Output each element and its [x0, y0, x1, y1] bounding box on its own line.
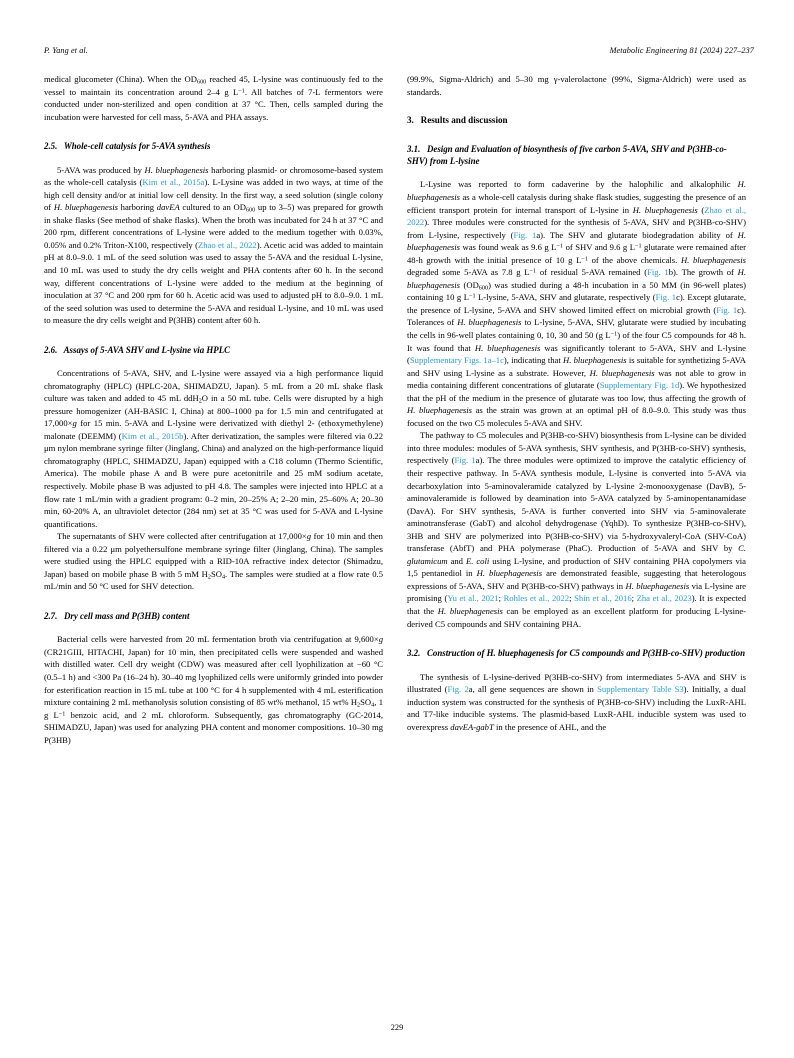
species-name: H. bluephagenesis	[407, 229, 746, 253]
text-run: using L-lysine, and production of SHV containing PHA copolymers via 1,5 pentanediol in	[407, 555, 746, 579]
text-run: SO	[360, 697, 372, 708]
text-run: degraded some 5-AVA as 7.8 g L	[407, 267, 530, 278]
paragraph-3-1-2	[407, 429, 746, 630]
subscript: 4	[371, 701, 375, 709]
heading-title: Whole-cell catalysis for 5-AVA synthesis	[63, 141, 211, 152]
superscript: −1	[581, 255, 588, 263]
figure-link[interactable]: Fig. 1	[716, 304, 738, 315]
text-run: ). Three modules were constructed for the synthesis of 5-AVA, SHV and P(3HB-co-SHV) from L-lysine, respectively (	[407, 217, 746, 240]
text-run: via L-lysine are promising (	[407, 580, 746, 604]
page-number: 229	[390, 1023, 404, 1032]
supplementary-link[interactable]: Supplementary Table S3	[597, 684, 684, 695]
text-run: medical glucometer (China). When the OD	[44, 74, 197, 84]
text-run: harboring	[117, 202, 157, 213]
text-run: was not able to grow in media containing different concentrations of glutarate (	[407, 367, 746, 391]
left-column	[44, 73, 383, 746]
italic-run: g	[306, 531, 312, 542]
species-name: H. bluephagenesis	[144, 164, 209, 175]
species-name: H. bluephagenesis	[680, 254, 746, 265]
running-head	[44, 46, 754, 57]
species-name: H. bluephagenesis	[457, 317, 522, 328]
text-run: cultured to an OD	[179, 202, 246, 213]
heading-title: Design and Evaluation of biosynthesis of five carbon 5-AVA, SHV and P(3HB-co-SHV) from L-lysine	[407, 143, 727, 166]
superscript: −1	[238, 86, 245, 94]
text-run: for 10 min and then filtered via a 0.22 μm polyethersulfone membrane syringe filter (Jinglang, China). The samples were studied using the HPLC equipped with a RID-10A refractive index detector (Shimadzu, Japan) based on mobile phase B with 5 mM H	[44, 531, 383, 579]
subscript: 600	[478, 284, 489, 292]
paragraph-2-5-1	[44, 164, 383, 327]
text-run: (	[697, 204, 705, 215]
species-name: C. glutamicum	[407, 543, 746, 566]
text-run: of SHV and 9.6 g L	[563, 242, 635, 253]
text-run: ), indicating that	[503, 355, 563, 366]
paragraph-2-7-1	[44, 633, 383, 746]
text-run: a, all gene sequences are shown in	[468, 684, 598, 695]
text-run: ;	[569, 593, 575, 604]
heading-title: Dry cell mass and P(3HB) content	[63, 610, 190, 621]
paragraph-3-1-1	[407, 178, 746, 429]
text-run: can be employed as an excellent platform for producing L-lysine-derived C5 compounds and SHV containing PHA.	[407, 606, 747, 629]
superscript: −1	[610, 330, 618, 338]
heading-title: Construction of H. bluephagenesis for C5 compounds and P(3HB-co-SHV) production	[426, 648, 746, 659]
subscript: 2	[357, 701, 361, 709]
italic-run: g	[378, 634, 383, 645]
figure-link[interactable]: Fig. 1	[655, 292, 677, 303]
text-run: in the presence of AHL, and the	[493, 721, 607, 732]
citation-link[interactable]: Zhao et al., 2022	[407, 204, 746, 228]
text-run: ). Acetic acid was added to maintain pH at 8.0–9.0. 1 mL of the seed solution was used to assay the 5-AVA and the residual L-lysine, and 10 mL was used to study the dry cells weight and PHA contents after 60 h. In the second way, different concentrations of L-lysine were added to the medium at the beginning of inoculation at 37 °C and 200 rpm for 60 h. Acetic acid was used to adjusted pH to 8.0–9.0. 1 mL of the seed solution was used to determine the 5-AVA and residual L-lysine, and 10 mL was used to measure the dry cells weight and P(3HB) content after 60 h.	[44, 239, 383, 326]
subscript: 4	[221, 573, 226, 581]
text-run: as the strain was grown at an optimal pH of 8.0–9.0. This study was thus focused on the two C5 molecules 5-AVA and SHV.	[407, 405, 746, 428]
text-run: The pathway to C5 molecules and P(3HB-co-SHV) biosynthesis from L-lysine can be divided into three modules: modules of 5-AVA synthesis, SHV synthesis, and P(3HB-co-SHV) synthesis, respectively (	[407, 430, 746, 466]
text-run: ;	[631, 593, 637, 604]
figure-link[interactable]: Fig. 2	[447, 684, 469, 695]
text-run: . All batches of 7-L fermentors were conducted under non-sterilized and open condition at 37 °C. Then, cells sampled during the incubation were harvested for cell mass, 5-AVA and PHA assays.	[44, 86, 383, 122]
text-run: harboring plasmid- or chromosome-based system as the whole-cell catalysis (	[44, 164, 384, 188]
text-run: ). It is expected that the	[407, 593, 747, 616]
text-run: of residual 5-AVA remained (	[536, 267, 648, 278]
text-run: was significantly tolerant to 5-AVA, SHV and L-lysine (	[407, 342, 746, 366]
text-run: Bacterial cells were harvested from 20 mL fermentation broth via centrifugation at 9,600×	[57, 634, 379, 645]
subscript: 600	[245, 206, 256, 214]
species-name: H. bluephagenesis	[407, 179, 746, 202]
subscript: 2	[207, 573, 211, 581]
text-run: is suitable for synthetizing 5-AVA and SHV using L-lysine as a substrate. However,	[407, 355, 746, 378]
text-run: , 1 g L	[44, 697, 383, 720]
paragraph-2-6-1	[44, 367, 383, 530]
heading-3-2	[407, 647, 746, 659]
text-run: c). Except glutarate, the presence of L-lysine, 5-AVA and SHV showed limited effect on microbial growth (	[407, 292, 746, 315]
text-run: ;	[498, 593, 504, 604]
running-head-authors: P. Yang et al.	[44, 46, 88, 55]
left-continued-paragraph	[44, 73, 383, 123]
citation-link[interactable]: Zhao et al., 2022	[197, 239, 257, 250]
figure-link[interactable]: Fig. 1	[647, 267, 669, 278]
species-name: H. bluephagenesis	[632, 204, 698, 215]
superscript: −1	[634, 242, 642, 250]
heading-number: 2.5.	[44, 141, 58, 152]
heading-title: Results and discussion	[420, 115, 508, 126]
superscript: −1	[529, 267, 537, 275]
heading-number: 2.7.	[44, 610, 58, 621]
heading-title: Assays of 5-AVA SHV and L-lysine via HPLC	[63, 344, 231, 355]
species-name: E. coli	[465, 555, 490, 566]
supplementary-link[interactable]: Supplementary Fig. 1d	[599, 380, 680, 391]
text-run: (CR21GIII, HITACHI, Japan) for 10 min, then precipitated cells were suspended and washed with distilled water. Cell dry weight (CDW) was measured after cell lyophilization at −60 °C (0.5–1 h) and <300 Pa (16–24 h). 30–40 mg lyophilized cells were uniformly grinded into powder for esterification reaction in 15 mL tube at 100 °C for 4 h supplemented with 4 mL esterification mixture containing 2 mL methanolysis solution consisting of 85 wt% methanol, 15 wt% H	[44, 646, 383, 708]
heading-number: 3.	[407, 115, 414, 126]
text-run: as a whole-cell catalysis during shake flask studies, suggesting the presence of an efficient transport protein for internal transport of L-lysine in	[407, 191, 746, 215]
paragraph-3-2-1	[407, 671, 746, 734]
text-run: ). Initially, a dual induction system was constructed for the synthesis of P(3HB-co-SHV) including the LuxR-AHL and T7-like inducible systems. The plasmid-based LuxR-AHL inducible system was used to overexpress	[407, 684, 746, 732]
text-run: of the above chemicals.	[587, 254, 681, 265]
superscript: −1	[556, 242, 564, 250]
subscript: 600	[196, 78, 207, 86]
species-name: H. bluephagenesis	[625, 580, 690, 591]
figure-link[interactable]: Fig. 1	[454, 455, 476, 466]
text-run: The synthesis of L-lysine-derived P(3HB-co-SHV) from intermediates 5-AVA and SHV is illustrated (	[407, 671, 746, 695]
text-run: to L-lysine, 5-AVA, SHV, glutarate were studied by incubating the cells in 96-well plates containing 0, 10, 30 and 50 (g L	[407, 317, 747, 340]
heading-3-1	[407, 143, 746, 168]
citation-link[interactable]: Rohles et al., 2022	[503, 593, 570, 604]
supplementary-link[interactable]: Supplementary Figs. 1a–1c	[409, 355, 504, 366]
text-run: ) of the four C5 compounds for 48 h. It was found that	[407, 329, 746, 353]
right-column	[407, 73, 746, 733]
heading-2-5	[44, 140, 383, 152]
species-name: H. bluephagenesis	[407, 267, 746, 290]
species-name: H. bluephagenesis	[437, 606, 503, 616]
heading-2-6	[44, 344, 383, 356]
text-run: ) was studied during a 48-h incubation in a 50 MM (in 96-well plates) containing 10 g L	[407, 279, 746, 303]
citation-link[interactable]: Zha et al., 2023	[636, 593, 692, 604]
text-run: L-lysine, 5-AVA, SHV and glutarate, respectively (	[475, 292, 656, 303]
running-head-journal: Metabolic Engineering 81 (2024) 227–237	[609, 46, 754, 55]
gene-name: davEA-gabT	[450, 721, 494, 732]
species-name: H. bluephagenesis	[53, 202, 118, 213]
text-run: was found weak as 9.6 g L	[460, 242, 557, 253]
text-run: . The samples were studied at a flow rate 0.5 mL/min and 50 °C used for SHV detection.	[44, 568, 383, 592]
species-name: H. bluephagenesis	[589, 367, 655, 378]
text-run: 5-AVA was produced by	[57, 164, 145, 175]
heading-3	[407, 114, 746, 127]
superscript: −1	[468, 292, 476, 300]
citation-link[interactable]: Kim et al., 2015b	[121, 430, 184, 441]
superscript: −1	[58, 710, 66, 718]
text-run: b). The growth of	[668, 267, 738, 278]
text-run: (OD	[460, 279, 479, 290]
paragraph-2-6-2	[44, 530, 383, 593]
text-run: up to 3–5) was prepared for growth in shake flasks (See method of shake flasks). When the broth was incubated for 24 h at 37 °C and 200 rpm, different concentrations of L-lysine were added to the medium together with 0.03%, 0.05% and 0.2% Triton-X100, respectively (	[44, 202, 383, 250]
text-run: ). After derivatization, the samples were filtered via 0.22 μm nylon membrane syringe filter (Jinglang, China) and analyzed on the high-performance liquid chromatography (HPLC, SHIMADZU, Japan) equipped with a C18 column (Thermo Scientific, America). The mobile phase A and B were pure acetonitrile and 25 mM sodium acetate, respectively. Mobile phase B was adjusted to pH 4.8. The samples were injected into HPLC at a flow rate 1 mL/min with a gradient program: 0–2 min, 20–25% A; 2–20 min, 25–60% A; 20–30 min, 60-20% A, an ultraviolet detector (284 nm) set at 35 °C was used for 5-AVA and L-lysine quantifications.	[44, 430, 383, 529]
gene-name: davEA	[156, 202, 180, 213]
right-continued-paragraph: (99.9%, Sigma-Aldrich) and 5–30 mg γ-valerolactone (99%, Sigma-Aldrich) were used as standards.	[407, 74, 746, 97]
heading-number: 3.1.	[407, 143, 421, 154]
text-run: reached 45, L-lysine was continuously fed to the vessel to maintain its concentration around 2–4 g L	[44, 74, 383, 97]
text-run: Concentrations of 5-AVA, SHV, and L-lysine were assayed via a high performance liquid chromatography (HPLC) (HPLC-20A, SHIMADZU, Japan). 5 mL from a 20 mL shake flask culture was taken and added to 45 mL ddH	[44, 368, 383, 404]
species-name: H. bluephagenesis	[476, 568, 543, 579]
text-run: are demonstrated feasible, suggesting that heterologous expressions of 5-AVA, SHV and P(3HB-co-SHV) pathways in	[407, 568, 747, 591]
heading-2-7	[44, 610, 383, 622]
text-run: and	[447, 555, 466, 566]
heading-number: 3.2.	[407, 648, 421, 659]
citation-link[interactable]: Shin et al., 2016	[574, 593, 632, 604]
subscript: 2	[198, 397, 202, 405]
species-name: H. bluephagenesis	[474, 342, 541, 353]
citation-link[interactable]: Kim et al., 2015a	[142, 177, 205, 188]
text-run: a). The three modules were optimized to improve the catalytic efficiency of their respective pathway. In 5-AVA synthesis module, L-lysine is converted into 5-AVA via decarboxylation into 5-aminovaleramide catalyzed by L-lysine 2-monooxygenase (DavB), 5-aminovaleramide is followed by deamination into 5-AVA catalyzed by 5-aminopentanamidase (DavA). For SHV synthesis, 5-AVA is further converted into SHV via 5-aminovalerate aminotransferase (GabT) and alcohol dehydrogenase (YqhD). To synthesize P(3HB-co-SHV), 3HB and SHV are polymerized into P(3HB-co-SHV) via 5-hydroxyvaleryl-CoA (SHV-CoA) transferase (AbfT) and PHA polymerase (PhaC). Production of 5-AVA and SHV by	[407, 455, 746, 554]
species-name: H. bluephagenesis	[407, 405, 472, 416]
text-run: L-Lysine was reported to form cadaverine by the halophilic and alkalophilic	[420, 179, 738, 190]
text-run: glutarate were remained after 48-h growth with the initial presence of 10 g L	[407, 242, 747, 265]
text-run: c). Tolerances of	[407, 304, 746, 328]
figure-link[interactable]: Fig. 1	[513, 229, 537, 240]
text-run: ). L-Lysine was added in two ways, at time of the high cell density and/or at initial low cell density. In the first way, a seed solution (single colony of	[44, 177, 383, 213]
text-run: SO	[210, 568, 222, 579]
text-run: benzoic acid, and 2 mL chloroform. Subsequently, gas chromatography (GC-2014, SHIMADZU, Japan) was used for analyzing PHA content and monomer compositions. 10–30 mg P(3HB)	[44, 709, 383, 745]
text-run: The supernatants of SHV were collected after centrifugation at 17,000×	[57, 531, 307, 542]
text-run: O in a 50 mL tube. Cells were disrupted by a high pressure homogenizer (AH-BASIC I, China) at 800–1000 pa for 1.5 min and centrifugated at 17,000×	[44, 393, 383, 429]
text-run: a). The SHV and glutarate biodegradation ability of	[536, 229, 738, 240]
citation-link[interactable]: Yu et al., 2021	[447, 593, 499, 604]
text-run: for 15 min. 5-AVA and L-lysine were derivatized with diethyl 2- (ethoxymethylene) malonate (DEEMM) (	[44, 418, 383, 441]
two-column-body	[44, 73, 754, 746]
text-run: ). We hypothesized that the pH of the medium in the presence of glutarate was too low, thus affecting the growth of	[407, 380, 747, 403]
italic-run: g	[72, 418, 77, 429]
species-name: H. bluephagenesis	[563, 355, 627, 366]
heading-number: 2.6.	[44, 344, 58, 355]
